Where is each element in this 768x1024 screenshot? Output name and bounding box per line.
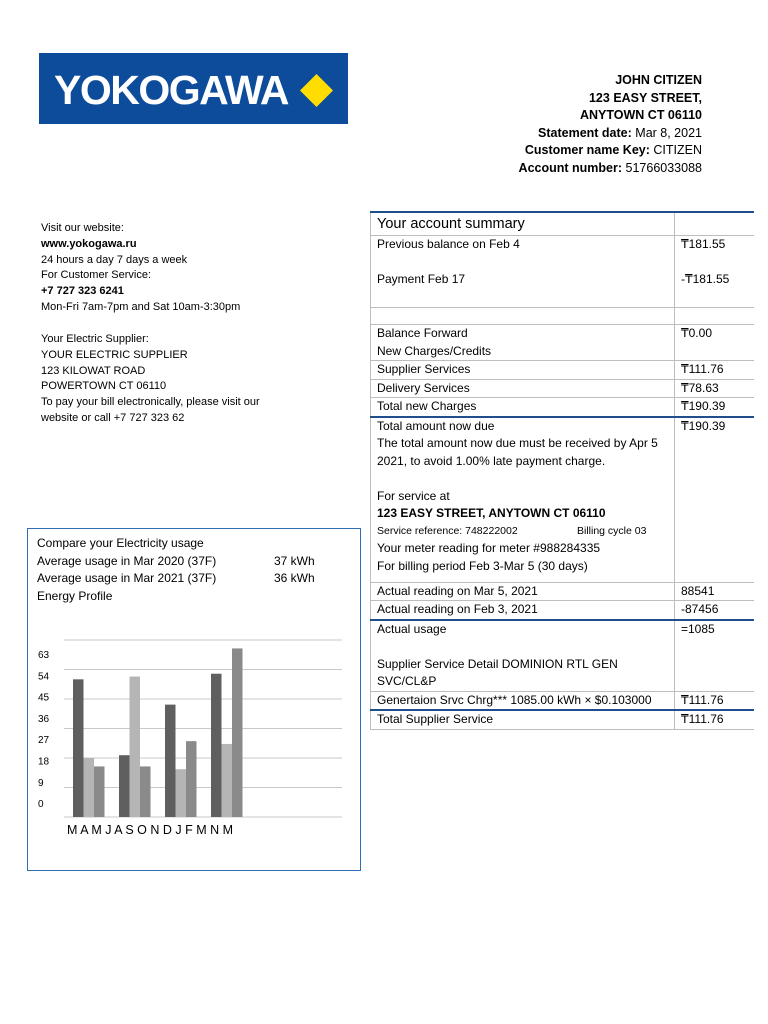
y-tick-label: 36: [38, 713, 50, 725]
avg-2020-value: 37 kWh: [274, 553, 315, 568]
visit-label: Visit our website:: [41, 222, 124, 234]
service-at-label: For service at: [370, 488, 675, 506]
hours-text: 24 hours a day 7 days a week: [41, 253, 188, 266]
summary-row: Delivery Services ₸78.63: [370, 379, 754, 398]
service-hours: Mon-Fri 7am-7pm and Sat 10am-3:30pm: [41, 300, 241, 313]
avg-2020-label: Average usage in Mar 2020 (37F): [37, 553, 217, 568]
summary-row: Balance Forward ₸0.00: [370, 324, 754, 343]
y-tick-label: 9: [38, 777, 44, 789]
summary-row: Supplier Services ₸111.76: [370, 360, 754, 379]
chart-bar: [211, 674, 222, 817]
service-reference: Service reference: 748222002: [377, 524, 518, 537]
chart-bar: [130, 677, 141, 817]
chart-bar: [94, 766, 105, 817]
meter-reading: Your meter reading for meter #988284335: [370, 540, 675, 558]
account-number-label: Account number:: [518, 160, 623, 175]
customer-street: 123 EASY STREET,: [588, 90, 702, 105]
avg-2021-value: 36 kWh: [274, 571, 315, 586]
diamond-icon: [300, 74, 333, 107]
x-axis-labels: M A M J A S O N D J F M N M: [67, 823, 233, 837]
billing-cycle: Billing cycle 03: [577, 524, 647, 537]
energy-profile-chart: [30, 630, 355, 840]
y-tick-label: 27: [38, 735, 50, 747]
service-address: 123 EASY STREET, ANYTOWN CT 06110: [370, 505, 675, 523]
energy-profile-label: Energy Profile: [37, 588, 113, 603]
due-note-1: The total amount now due must be received by Apr 5: [370, 435, 675, 453]
customer-name: JOHN CITIZEN: [615, 73, 702, 87]
customer-city: ANYTOWN CT 06110: [579, 108, 702, 123]
customer-block: [519, 72, 702, 178]
chart-bar: [232, 648, 243, 817]
statement-date-label: Statement date:: [538, 125, 632, 140]
usage-summary: [37, 535, 315, 605]
phone-number: +7 727 323 6241: [41, 285, 124, 298]
y-tick-label: 0: [38, 799, 44, 811]
summary-row: Payment Feb 17 -₸181.55: [370, 271, 754, 307]
billing-period: For billing period Feb 3-Mar 5 (30 days): [370, 558, 675, 582]
usage-title: Compare your Electricity usage: [37, 536, 204, 550]
supplier-label: Your Electric Supplier:: [41, 333, 149, 345]
chart-bar: [186, 741, 197, 817]
account-summary: [370, 211, 754, 730]
account-number: 51766033088: [625, 160, 702, 175]
name-key: CITIZEN: [653, 143, 702, 158]
due-note-2: 2021, to avoid 1.00% late payment charge.: [370, 453, 675, 471]
supplier-street: 123 KILOWAT ROAD: [41, 364, 146, 377]
chart-bar: [176, 769, 187, 817]
avg-2021-label: Average usage in Mar 2021 (37F): [37, 571, 217, 586]
chart-bar: [73, 679, 84, 817]
y-tick-label: 45: [38, 692, 50, 704]
summary-title: Your account summary: [370, 213, 675, 235]
name-key-label: Customer name Key:: [524, 143, 650, 158]
summary-row: New Charges/Credits: [370, 343, 754, 361]
summary-spacer: [370, 307, 754, 324]
pay-line-1: To pay your bill electronically, please visit our: [41, 396, 260, 409]
y-tick-label: 18: [38, 756, 50, 768]
website-link[interactable]: www.yokogawa.ru: [41, 237, 137, 250]
summary-row: Genertaion Srvc Chrg*** 1085.00 kWh × $0.103000 ₸111.76: [370, 691, 754, 710]
y-tick-label: 54: [38, 671, 50, 683]
pay-line-2: website or call +7 727 323 62: [41, 411, 185, 424]
chart-bar: [140, 766, 151, 817]
summary-row: Total Supplier Service ₸111.76: [370, 709, 754, 730]
summary-row: Actual usage =1085: [370, 619, 754, 656]
chart-bar: [165, 705, 176, 817]
chart-bar: [222, 744, 233, 817]
chart-bar: [84, 758, 95, 817]
summary-row: Actual reading on Feb 3, 2021 -87456: [370, 600, 754, 619]
brand-name: YOKOGAWA: [54, 67, 289, 113]
chart-bar: [119, 755, 130, 817]
contact-block: [41, 221, 240, 316]
summary-row: Previous balance on Feb 4 ₸181.55: [370, 235, 754, 271]
supplier-block: [41, 332, 260, 427]
summary-row: Total new Charges ₸190.39: [370, 397, 754, 416]
statement-date: Mar 8, 2021: [635, 125, 702, 140]
summary-row: Actual reading on Mar 5, 2021 88541: [370, 582, 754, 601]
summary-row: Total amount now due ₸190.39: [370, 416, 754, 436]
service-label: For Customer Service:: [41, 269, 152, 282]
supplier-name: YOUR ELECTRIC SUPPLIER: [41, 348, 188, 361]
y-tick-label: 63: [38, 650, 50, 661]
supplier-city: POWERTOWN CT 06110: [41, 380, 167, 393]
supplier-detail: Supplier Service Detail DOMINION RTL GEN SVC/CL&P: [370, 656, 675, 691]
